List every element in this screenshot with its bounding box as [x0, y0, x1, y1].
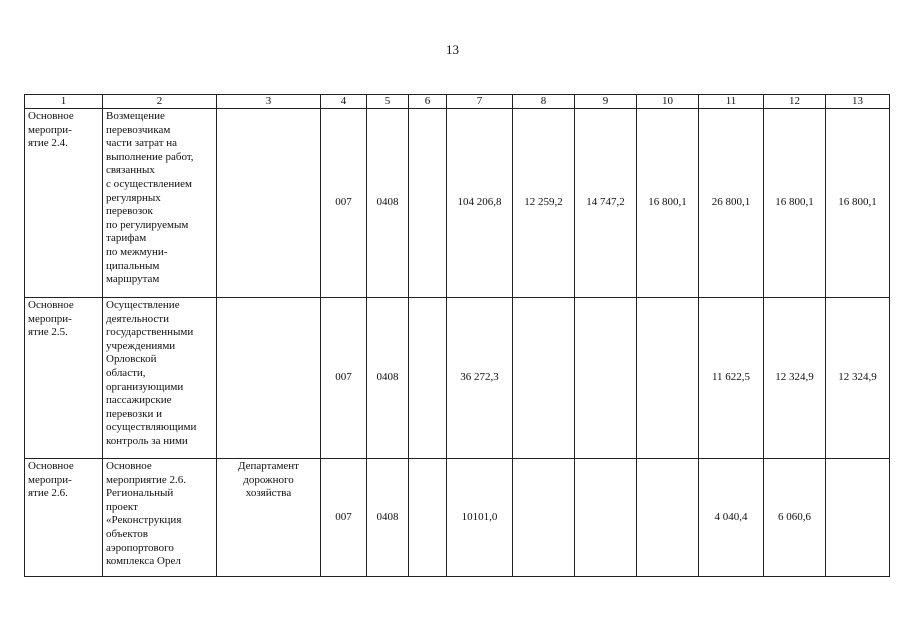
- page-number: 13: [446, 42, 459, 57]
- year-value-cell: 4 040,4: [699, 459, 764, 577]
- year-value-cell: 26 800,1: [699, 109, 764, 298]
- budget-table: [24, 94, 890, 577]
- year-value-cell: 14 747,2: [575, 109, 637, 298]
- header-cell: 5: [367, 95, 409, 109]
- year-value-cell: 12 259,2: [513, 109, 575, 298]
- total-cell: 104 206,8: [447, 109, 513, 298]
- year-value-cell: [637, 459, 699, 577]
- grbs-cell: 007: [321, 109, 367, 298]
- header-cell: 2: [103, 95, 217, 109]
- year-value-cell: [513, 298, 575, 459]
- header-cell: 4: [321, 95, 367, 109]
- csr-cell: [409, 459, 447, 577]
- header-cell: 8: [513, 95, 575, 109]
- activity-description-cell: Осуществление деятельности государственными учреждениями Орловской области, организующими пассажирские перевозки и осуществляющими контроль за ними: [103, 298, 217, 459]
- year-value-cell: 16 800,1: [826, 109, 890, 298]
- executor-cell: [217, 298, 321, 459]
- year-value-cell: 6 060,6: [764, 459, 826, 577]
- header-cell: 10: [637, 95, 699, 109]
- table-row: [25, 298, 890, 459]
- year-value-cell: 12 324,9: [826, 298, 890, 459]
- year-value-cell: [513, 459, 575, 577]
- total-cell: 10101,0: [447, 459, 513, 577]
- table-row: [25, 459, 890, 577]
- csr-cell: [409, 109, 447, 298]
- year-value-cell: [575, 459, 637, 577]
- header-cell: 12: [764, 95, 826, 109]
- grbs-cell: 007: [321, 298, 367, 459]
- csr-cell: [409, 298, 447, 459]
- executor-cell: [217, 109, 321, 298]
- header-cell: 3: [217, 95, 321, 109]
- year-value-cell: 16 800,1: [764, 109, 826, 298]
- activity-description-cell: Основное мероприятие 2.6. Региональный проект «Реконструкция объектов аэропортового комплекса Орел: [103, 459, 217, 577]
- year-value-cell: 12 324,9: [764, 298, 826, 459]
- rzpr-cell: 0408: [367, 459, 409, 577]
- header-cell: 6: [409, 95, 447, 109]
- header-cell: 1: [25, 95, 103, 109]
- header-cell: 9: [575, 95, 637, 109]
- rzpr-cell: 0408: [367, 109, 409, 298]
- grbs-cell: 007: [321, 459, 367, 577]
- table-header-row: [25, 95, 890, 109]
- total-cell: 36 272,3: [447, 298, 513, 459]
- header-cell: 11: [699, 95, 764, 109]
- activity-code-cell: Основное меропри- ятие 2.4.: [25, 109, 103, 298]
- table-row: [25, 109, 890, 298]
- year-value-cell: [637, 298, 699, 459]
- executor-cell: Департамент дорожного хозяйства: [217, 459, 321, 577]
- activity-code-cell: Основное меропри- ятие 2.5.: [25, 298, 103, 459]
- year-value-cell: [575, 298, 637, 459]
- activity-description-cell: Возмещение перевозчикам части затрат на выполнение работ, связанных с осуществлением регулярных перевозок по регулируемым тарифам по межмуни- ципальным маршрутам: [103, 109, 217, 298]
- header-cell: 13: [826, 95, 890, 109]
- year-value-cell: [826, 459, 890, 577]
- year-value-cell: 16 800,1: [637, 109, 699, 298]
- header-cell: 7: [447, 95, 513, 109]
- activity-code-cell: Основное меропри- ятие 2.6.: [25, 459, 103, 577]
- rzpr-cell: 0408: [367, 298, 409, 459]
- year-value-cell: 11 622,5: [699, 298, 764, 459]
